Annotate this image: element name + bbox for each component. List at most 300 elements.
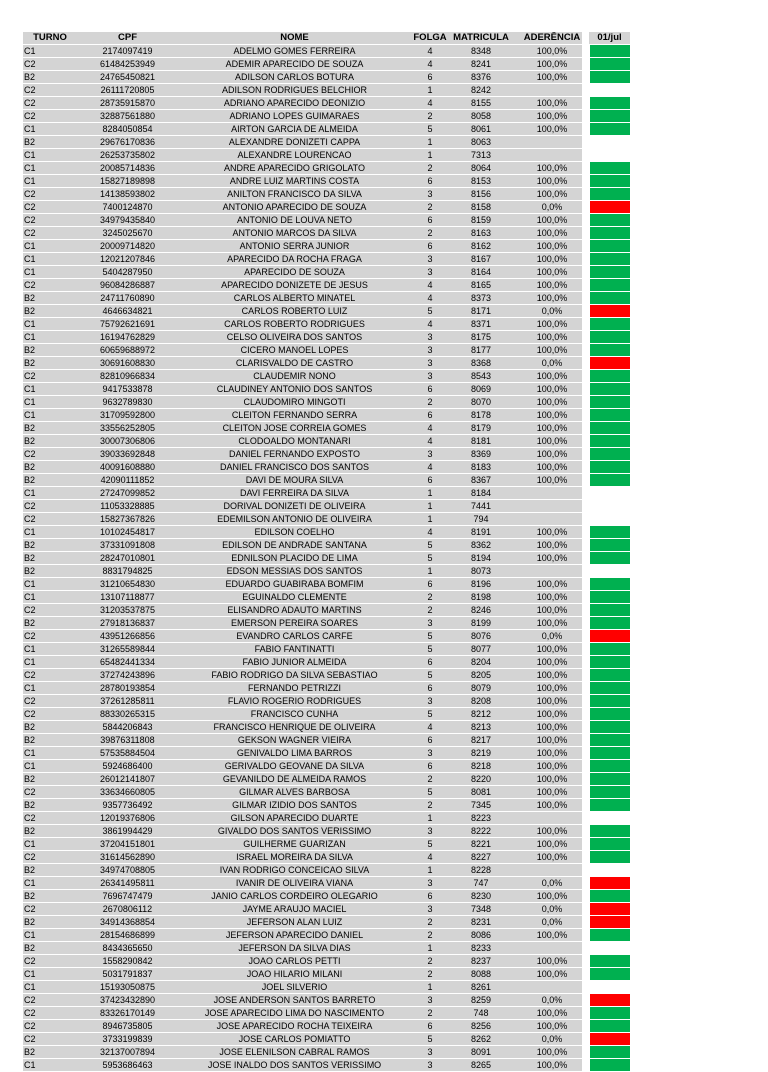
cell-cpf[interactable]: 2174097419 <box>76 45 179 58</box>
cell-cpf[interactable]: 3861994429 <box>76 825 179 838</box>
cell-nome[interactable]: FRANCISCO HENRIQUE DE OLIVEIRA <box>179 721 410 734</box>
cell-matricula[interactable]: 8184 <box>450 487 512 500</box>
cell-aderencia[interactable] <box>522 500 582 513</box>
cell-aderencia[interactable]: 0,0% <box>522 994 582 1007</box>
cell-turno[interactable]: B2 <box>23 942 76 955</box>
cell-matricula[interactable]: 8162 <box>450 240 512 253</box>
cell-cpf[interactable]: 37261285811 <box>76 695 179 708</box>
cell-aderencia[interactable] <box>522 149 582 162</box>
cell-cpf[interactable]: 12019376806 <box>76 812 179 825</box>
cell-turno[interactable]: C2 <box>23 448 76 461</box>
cell-aderencia[interactable]: 100,0% <box>522 175 582 188</box>
cell-cpf[interactable]: 28247010801 <box>76 552 179 565</box>
cell-cpf[interactable]: 24711760890 <box>76 292 179 305</box>
cell-matricula[interactable]: 8265 <box>450 1059 512 1072</box>
status-fail-cell[interactable] <box>589 630 630 643</box>
cell-matricula[interactable]: 8219 <box>450 747 512 760</box>
status-ok-cell[interactable] <box>589 734 630 747</box>
cell-matricula[interactable]: 8371 <box>450 318 512 331</box>
status-ok-cell[interactable] <box>589 292 630 305</box>
cell-nome[interactable]: ADEMIR APARECIDO DE SOUZA <box>179 58 410 71</box>
cell-matricula[interactable]: 8086 <box>450 929 512 942</box>
cell-aderencia[interactable]: 100,0% <box>522 682 582 695</box>
cell-aderencia[interactable]: 100,0% <box>522 708 582 721</box>
status-ok-cell[interactable] <box>589 695 630 708</box>
cell-aderencia[interactable]: 100,0% <box>522 539 582 552</box>
cell-matricula[interactable]: 8076 <box>450 630 512 643</box>
cell-folga[interactable]: 4 <box>410 461 450 474</box>
cell-matricula[interactable]: 8183 <box>450 461 512 474</box>
cell-folga[interactable]: 5 <box>410 708 450 721</box>
cell-cpf[interactable]: 1558290842 <box>76 955 179 968</box>
status-ok-cell[interactable] <box>589 461 630 474</box>
cell-nome[interactable]: JEFERSON DA SILVA DIAS <box>179 942 410 955</box>
cell-turno[interactable]: B2 <box>23 565 76 578</box>
cell-turno[interactable]: B2 <box>23 305 76 318</box>
cell-folga[interactable]: 3 <box>410 357 450 370</box>
status-ok-cell[interactable] <box>589 331 630 344</box>
cell-folga[interactable]: 6 <box>410 1020 450 1033</box>
cell-cpf[interactable]: 31709592800 <box>76 409 179 422</box>
cell-nome[interactable]: JOSE APARECIDO LIMA DO NASCIMENTO <box>179 1007 410 1020</box>
cell-folga[interactable]: 6 <box>410 474 450 487</box>
status-ok-cell[interactable] <box>589 318 630 331</box>
cell-matricula[interactable]: 8218 <box>450 760 512 773</box>
status-empty-cell[interactable] <box>589 812 630 825</box>
cell-folga[interactable]: 6 <box>410 734 450 747</box>
cell-cpf[interactable]: 26253735802 <box>76 149 179 162</box>
cell-matricula[interactable]: 8222 <box>450 825 512 838</box>
cell-folga[interactable]: 3 <box>410 253 450 266</box>
status-empty-cell[interactable] <box>589 942 630 955</box>
cell-aderencia[interactable]: 100,0% <box>522 591 582 604</box>
cell-matricula[interactable]: 8220 <box>450 773 512 786</box>
cell-aderencia[interactable]: 100,0% <box>522 435 582 448</box>
cell-cpf[interactable]: 30691608830 <box>76 357 179 370</box>
cell-nome[interactable]: DAVI DE MOURA SILVA <box>179 474 410 487</box>
cell-turno[interactable]: C1 <box>23 487 76 500</box>
status-fail-cell[interactable] <box>589 994 630 1007</box>
cell-nome[interactable]: ADRIANO LOPES GUIMARAES <box>179 110 410 123</box>
cell-folga[interactable]: 4 <box>410 318 450 331</box>
cell-folga[interactable]: 3 <box>410 266 450 279</box>
cell-cpf[interactable]: 65482441334 <box>76 656 179 669</box>
cell-cpf[interactable]: 8284050854 <box>76 123 179 136</box>
cell-aderencia[interactable]: 100,0% <box>522 383 582 396</box>
cell-cpf[interactable]: 31614562890 <box>76 851 179 864</box>
cell-aderencia[interactable]: 100,0% <box>522 734 582 747</box>
cell-nome[interactable]: CLEITON JOSE CORREIA GOMES <box>179 422 410 435</box>
cell-matricula[interactable]: 8194 <box>450 552 512 565</box>
status-ok-cell[interactable] <box>589 162 630 175</box>
cell-turno[interactable]: C1 <box>23 383 76 396</box>
cell-folga[interactable]: 2 <box>410 968 450 981</box>
cell-cpf[interactable]: 37423432890 <box>76 994 179 1007</box>
cell-cpf[interactable]: 40091608880 <box>76 461 179 474</box>
cell-nome[interactable]: AIRTON GARCIA DE ALMEIDA <box>179 123 410 136</box>
cell-folga[interactable]: 3 <box>410 1046 450 1059</box>
cell-aderencia[interactable]: 100,0% <box>522 799 582 812</box>
cell-folga[interactable]: 4 <box>410 526 450 539</box>
cell-matricula[interactable]: 8070 <box>450 396 512 409</box>
status-ok-cell[interactable] <box>589 721 630 734</box>
status-ok-cell[interactable] <box>589 175 630 188</box>
cell-turno[interactable]: C2 <box>23 1033 76 1046</box>
cell-turno[interactable]: C2 <box>23 201 76 214</box>
cell-aderencia[interactable]: 100,0% <box>522 955 582 968</box>
cell-folga[interactable]: 3 <box>410 903 450 916</box>
cell-cpf[interactable]: 28735915870 <box>76 97 179 110</box>
status-ok-cell[interactable] <box>589 214 630 227</box>
cell-aderencia[interactable]: 100,0% <box>522 656 582 669</box>
status-fail-cell[interactable] <box>589 201 630 214</box>
cell-turno[interactable]: C2 <box>23 214 76 227</box>
cell-turno[interactable]: C2 <box>23 812 76 825</box>
cell-folga[interactable]: 1 <box>410 513 450 526</box>
cell-folga[interactable]: 1 <box>410 500 450 513</box>
cell-folga[interactable]: 3 <box>410 747 450 760</box>
cell-aderencia[interactable]: 0,0% <box>522 903 582 916</box>
cell-turno[interactable]: C1 <box>23 149 76 162</box>
cell-matricula[interactable]: 8262 <box>450 1033 512 1046</box>
cell-matricula[interactable]: 8233 <box>450 942 512 955</box>
cell-aderencia[interactable]: 100,0% <box>522 838 582 851</box>
cell-aderencia[interactable]: 100,0% <box>522 370 582 383</box>
cell-nome[interactable]: EDNILSON PLACIDO DE LIMA <box>179 552 410 565</box>
cell-matricula[interactable]: 8227 <box>450 851 512 864</box>
cell-turno[interactable]: C1 <box>23 253 76 266</box>
cell-nome[interactable]: JOSE CARLOS POMIATTO <box>179 1033 410 1046</box>
cell-matricula[interactable]: 8073 <box>450 565 512 578</box>
cell-matricula[interactable]: 8376 <box>450 71 512 84</box>
cell-aderencia[interactable]: 100,0% <box>522 461 582 474</box>
cell-turno[interactable]: C1 <box>23 396 76 409</box>
cell-matricula[interactable]: 8178 <box>450 409 512 422</box>
cell-matricula[interactable]: 8231 <box>450 916 512 929</box>
cell-nome[interactable]: EVANDRO CARLOS CARFE <box>179 630 410 643</box>
cell-folga[interactable]: 4 <box>410 58 450 71</box>
cell-turno[interactable]: C1 <box>23 175 76 188</box>
cell-turno[interactable]: B2 <box>23 916 76 929</box>
cell-aderencia[interactable]: 100,0% <box>522 188 582 201</box>
cell-nome[interactable]: JAYME ARAUJO MACIEL <box>179 903 410 916</box>
cell-nome[interactable]: JOEL SILVERIO <box>179 981 410 994</box>
cell-cpf[interactable]: 88330265315 <box>76 708 179 721</box>
status-ok-cell[interactable] <box>589 409 630 422</box>
cell-turno[interactable]: B2 <box>23 734 76 747</box>
status-ok-cell[interactable] <box>589 682 630 695</box>
cell-cpf[interactable]: 28780193854 <box>76 682 179 695</box>
cell-cpf[interactable]: 2670806112 <box>76 903 179 916</box>
cell-turno[interactable]: B2 <box>23 552 76 565</box>
cell-matricula[interactable]: 8217 <box>450 734 512 747</box>
cell-folga[interactable]: 2 <box>410 591 450 604</box>
cell-folga[interactable]: 5 <box>410 123 450 136</box>
cell-matricula[interactable]: 8179 <box>450 422 512 435</box>
status-ok-cell[interactable] <box>589 110 630 123</box>
cell-matricula[interactable]: 8158 <box>450 201 512 214</box>
status-empty-cell[interactable] <box>589 864 630 877</box>
cell-nome[interactable]: APARECIDO DE SOUZA <box>179 266 410 279</box>
status-empty-cell[interactable] <box>589 487 630 500</box>
cell-folga[interactable]: 6 <box>410 409 450 422</box>
cell-matricula[interactable]: 8213 <box>450 721 512 734</box>
cell-aderencia[interactable]: 100,0% <box>522 396 582 409</box>
status-ok-cell[interactable] <box>589 786 630 799</box>
cell-aderencia[interactable]: 100,0% <box>522 409 582 422</box>
cell-turno[interactable]: C2 <box>23 97 76 110</box>
cell-turno[interactable]: C2 <box>23 227 76 240</box>
cell-matricula[interactable]: 8241 <box>450 58 512 71</box>
cell-matricula[interactable]: 8205 <box>450 669 512 682</box>
status-ok-cell[interactable] <box>589 396 630 409</box>
status-ok-cell[interactable] <box>589 656 630 669</box>
cell-turno[interactable]: C1 <box>23 968 76 981</box>
cell-turno[interactable]: C1 <box>23 929 76 942</box>
cell-nome[interactable]: DANIEL FRANCISCO DOS SANTOS <box>179 461 410 474</box>
header-folga[interactable]: FOLGA <box>410 32 450 45</box>
cell-turno[interactable]: C2 <box>23 188 76 201</box>
cell-turno[interactable]: B2 <box>23 1046 76 1059</box>
cell-nome[interactable]: GENIVALDO LIMA BARROS <box>179 747 410 760</box>
cell-nome[interactable]: CICERO MANOEL LOPES <box>179 344 410 357</box>
cell-aderencia[interactable] <box>522 487 582 500</box>
status-fail-cell[interactable] <box>589 877 630 890</box>
cell-folga[interactable]: 5 <box>410 1033 450 1046</box>
cell-folga[interactable]: 4 <box>410 422 450 435</box>
cell-aderencia[interactable]: 100,0% <box>522 279 582 292</box>
cell-matricula[interactable]: 8261 <box>450 981 512 994</box>
cell-folga[interactable]: 2 <box>410 929 450 942</box>
cell-cpf[interactable]: 37274243896 <box>76 669 179 682</box>
cell-cpf[interactable]: 5404287950 <box>76 266 179 279</box>
cell-aderencia[interactable]: 0,0% <box>522 305 582 318</box>
cell-aderencia[interactable]: 0,0% <box>522 877 582 890</box>
status-ok-cell[interactable] <box>589 955 630 968</box>
cell-folga[interactable]: 3 <box>410 331 450 344</box>
cell-cpf[interactable]: 15827189898 <box>76 175 179 188</box>
status-ok-cell[interactable] <box>589 435 630 448</box>
cell-matricula[interactable]: 8242 <box>450 84 512 97</box>
cell-aderencia[interactable]: 100,0% <box>522 643 582 656</box>
cell-aderencia[interactable]: 100,0% <box>522 604 582 617</box>
cell-nome[interactable]: JOSE APARECIDO ROCHA TEIXEIRA <box>179 1020 410 1033</box>
cell-cpf[interactable]: 32137007894 <box>76 1046 179 1059</box>
cell-aderencia[interactable]: 100,0% <box>522 162 582 175</box>
cell-cpf[interactable]: 7696747479 <box>76 890 179 903</box>
status-ok-cell[interactable] <box>589 890 630 903</box>
cell-matricula[interactable]: 8064 <box>450 162 512 175</box>
cell-nome[interactable]: ANILTON FRANCISCO DA SILVA <box>179 188 410 201</box>
cell-nome[interactable]: CLARISVALDO DE CASTRO <box>179 357 410 370</box>
cell-turno[interactable]: C1 <box>23 643 76 656</box>
cell-folga[interactable]: 3 <box>410 344 450 357</box>
cell-turno[interactable]: C1 <box>23 578 76 591</box>
status-ok-cell[interactable] <box>589 240 630 253</box>
cell-cpf[interactable]: 7400124870 <box>76 201 179 214</box>
cell-aderencia[interactable]: 100,0% <box>522 214 582 227</box>
cell-nome[interactable]: CLAUDINEY ANTONIO DOS SANTOS <box>179 383 410 396</box>
cell-folga[interactable]: 4 <box>410 292 450 305</box>
cell-matricula[interactable]: 8362 <box>450 539 512 552</box>
cell-aderencia[interactable]: 100,0% <box>522 1007 582 1020</box>
cell-folga[interactable]: 2 <box>410 799 450 812</box>
cell-folga[interactable]: 2 <box>410 916 450 929</box>
cell-folga[interactable]: 5 <box>410 539 450 552</box>
cell-folga[interactable]: 3 <box>410 994 450 1007</box>
cell-aderencia[interactable]: 100,0% <box>522 422 582 435</box>
cell-matricula[interactable]: 8171 <box>450 305 512 318</box>
cell-turno[interactable]: C1 <box>23 760 76 773</box>
cell-folga[interactable]: 4 <box>410 435 450 448</box>
cell-folga[interactable]: 2 <box>410 396 450 409</box>
cell-matricula[interactable]: 8196 <box>450 578 512 591</box>
cell-aderencia[interactable]: 100,0% <box>522 929 582 942</box>
cell-aderencia[interactable]: 100,0% <box>522 344 582 357</box>
cell-nome[interactable]: CARLOS ROBERTO RODRIGUES <box>179 318 410 331</box>
cell-matricula[interactable]: 8156 <box>450 188 512 201</box>
cell-nome[interactable]: ISRAEL MOREIRA DA SILVA <box>179 851 410 864</box>
cell-matricula[interactable]: 8230 <box>450 890 512 903</box>
cell-cpf[interactable]: 26111720805 <box>76 84 179 97</box>
cell-turno[interactable]: B2 <box>23 617 76 630</box>
cell-turno[interactable]: B2 <box>23 890 76 903</box>
cell-aderencia[interactable]: 100,0% <box>522 773 582 786</box>
cell-folga[interactable]: 3 <box>410 877 450 890</box>
cell-cpf[interactable]: 10102454817 <box>76 526 179 539</box>
cell-turno[interactable]: C2 <box>23 695 76 708</box>
cell-nome[interactable]: ALEXANDRE LOURENCAO <box>179 149 410 162</box>
cell-nome[interactable]: CARLOS ROBERTO LUIZ <box>179 305 410 318</box>
cell-aderencia[interactable]: 100,0% <box>522 97 582 110</box>
cell-cpf[interactable]: 27918136837 <box>76 617 179 630</box>
cell-turno[interactable]: C1 <box>23 526 76 539</box>
cell-aderencia[interactable]: 100,0% <box>522 1046 582 1059</box>
cell-folga[interactable]: 1 <box>410 981 450 994</box>
cell-turno[interactable]: C2 <box>23 669 76 682</box>
cell-cpf[interactable]: 33556252805 <box>76 422 179 435</box>
cell-folga[interactable]: 3 <box>410 695 450 708</box>
cell-turno[interactable]: B2 <box>23 461 76 474</box>
cell-folga[interactable]: 6 <box>410 175 450 188</box>
cell-cpf[interactable]: 20085714836 <box>76 162 179 175</box>
cell-turno[interactable]: C2 <box>23 370 76 383</box>
cell-cpf[interactable]: 12021207846 <box>76 253 179 266</box>
cell-turno[interactable]: C2 <box>23 58 76 71</box>
cell-cpf[interactable]: 11053328885 <box>76 500 179 513</box>
status-empty-cell[interactable] <box>589 500 630 513</box>
cell-cpf[interactable]: 82810966834 <box>76 370 179 383</box>
cell-turno[interactable]: C2 <box>23 955 76 968</box>
header-nome[interactable]: NOME <box>179 32 410 45</box>
cell-matricula[interactable]: 8191 <box>450 526 512 539</box>
status-ok-cell[interactable] <box>589 604 630 617</box>
cell-nome[interactable]: ADRIANO APARECIDO DEONIZIO <box>179 97 410 110</box>
cell-matricula[interactable]: 8091 <box>450 1046 512 1059</box>
cell-cpf[interactable]: 31203537875 <box>76 604 179 617</box>
cell-cpf[interactable]: 5844206843 <box>76 721 179 734</box>
cell-turno[interactable]: B2 <box>23 864 76 877</box>
cell-turno[interactable]: C2 <box>23 1007 76 1020</box>
cell-cpf[interactable]: 32887561880 <box>76 110 179 123</box>
cell-cpf[interactable]: 30007306806 <box>76 435 179 448</box>
cell-aderencia[interactable]: 100,0% <box>522 968 582 981</box>
cell-nome[interactable]: GERIVALDO GEOVANE DA SILVA <box>179 760 410 773</box>
cell-nome[interactable]: JOSE INALDO DOS SANTOS VERISSIMO <box>179 1059 410 1072</box>
cell-folga[interactable]: 3 <box>410 370 450 383</box>
cell-folga[interactable]: 6 <box>410 656 450 669</box>
status-ok-cell[interactable] <box>589 825 630 838</box>
cell-aderencia[interactable]: 100,0% <box>522 617 582 630</box>
cell-cpf[interactable]: 3733199839 <box>76 1033 179 1046</box>
cell-nome[interactable]: ANTONIO DE LOUVA NETO <box>179 214 410 227</box>
cell-cpf[interactable]: 29676170836 <box>76 136 179 149</box>
status-ok-cell[interactable] <box>589 643 630 656</box>
cell-aderencia[interactable]: 100,0% <box>522 318 582 331</box>
cell-folga[interactable]: 6 <box>410 890 450 903</box>
status-ok-cell[interactable] <box>589 578 630 591</box>
cell-aderencia[interactable]: 100,0% <box>522 448 582 461</box>
cell-matricula[interactable]: 8077 <box>450 643 512 656</box>
cell-cpf[interactable]: 31210654830 <box>76 578 179 591</box>
status-fail-cell[interactable] <box>589 916 630 929</box>
cell-turno[interactable]: C1 <box>23 747 76 760</box>
cell-nome[interactable]: ELISANDRO ADAUTO MARTINS <box>179 604 410 617</box>
cell-matricula[interactable]: 8081 <box>450 786 512 799</box>
cell-cpf[interactable]: 24765450821 <box>76 71 179 84</box>
cell-turno[interactable]: B2 <box>23 799 76 812</box>
cell-matricula[interactable]: 747 <box>450 877 512 890</box>
cell-turno[interactable]: C2 <box>23 500 76 513</box>
cell-matricula[interactable]: 8221 <box>450 838 512 851</box>
cell-cpf[interactable]: 31265589844 <box>76 643 179 656</box>
cell-matricula[interactable]: 8208 <box>450 695 512 708</box>
cell-nome[interactable]: JANIO CARLOS CORDEIRO OLEGARIO <box>179 890 410 903</box>
status-ok-cell[interactable] <box>589 422 630 435</box>
cell-folga[interactable]: 3 <box>410 448 450 461</box>
header-turno[interactable]: TURNO <box>23 32 76 45</box>
cell-turno[interactable]: B2 <box>23 825 76 838</box>
cell-matricula[interactable]: 8061 <box>450 123 512 136</box>
cell-aderencia[interactable]: 100,0% <box>522 526 582 539</box>
status-ok-cell[interactable] <box>589 929 630 942</box>
cell-turno[interactable]: C2 <box>23 513 76 526</box>
cell-aderencia[interactable]: 100,0% <box>522 110 582 123</box>
cell-aderencia[interactable] <box>522 942 582 955</box>
status-fail-cell[interactable] <box>589 305 630 318</box>
cell-matricula[interactable]: 8164 <box>450 266 512 279</box>
status-ok-cell[interactable] <box>589 45 630 58</box>
cell-matricula[interactable]: 8079 <box>450 682 512 695</box>
cell-aderencia[interactable]: 100,0% <box>522 292 582 305</box>
cell-folga[interactable]: 2 <box>410 110 450 123</box>
cell-matricula[interactable]: 8204 <box>450 656 512 669</box>
cell-nome[interactable]: ADILSON RODRIGUES BELCHIOR <box>179 84 410 97</box>
cell-folga[interactable]: 2 <box>410 773 450 786</box>
cell-turno[interactable]: C1 <box>23 1059 76 1072</box>
header-date[interactable]: 01/jul <box>589 32 630 45</box>
cell-matricula[interactable]: 7345 <box>450 799 512 812</box>
cell-aderencia[interactable]: 0,0% <box>522 1033 582 1046</box>
cell-turno[interactable]: C2 <box>23 604 76 617</box>
cell-turno[interactable]: C1 <box>23 409 76 422</box>
cell-nome[interactable]: DORIVAL DONIZETI DE OLIVEIRA <box>179 500 410 513</box>
cell-cpf[interactable]: 37331091808 <box>76 539 179 552</box>
cell-nome[interactable]: GEKSON WAGNER VIEIRA <box>179 734 410 747</box>
cell-cpf[interactable]: 8434365650 <box>76 942 179 955</box>
status-ok-cell[interactable] <box>589 71 630 84</box>
cell-aderencia[interactable] <box>522 981 582 994</box>
